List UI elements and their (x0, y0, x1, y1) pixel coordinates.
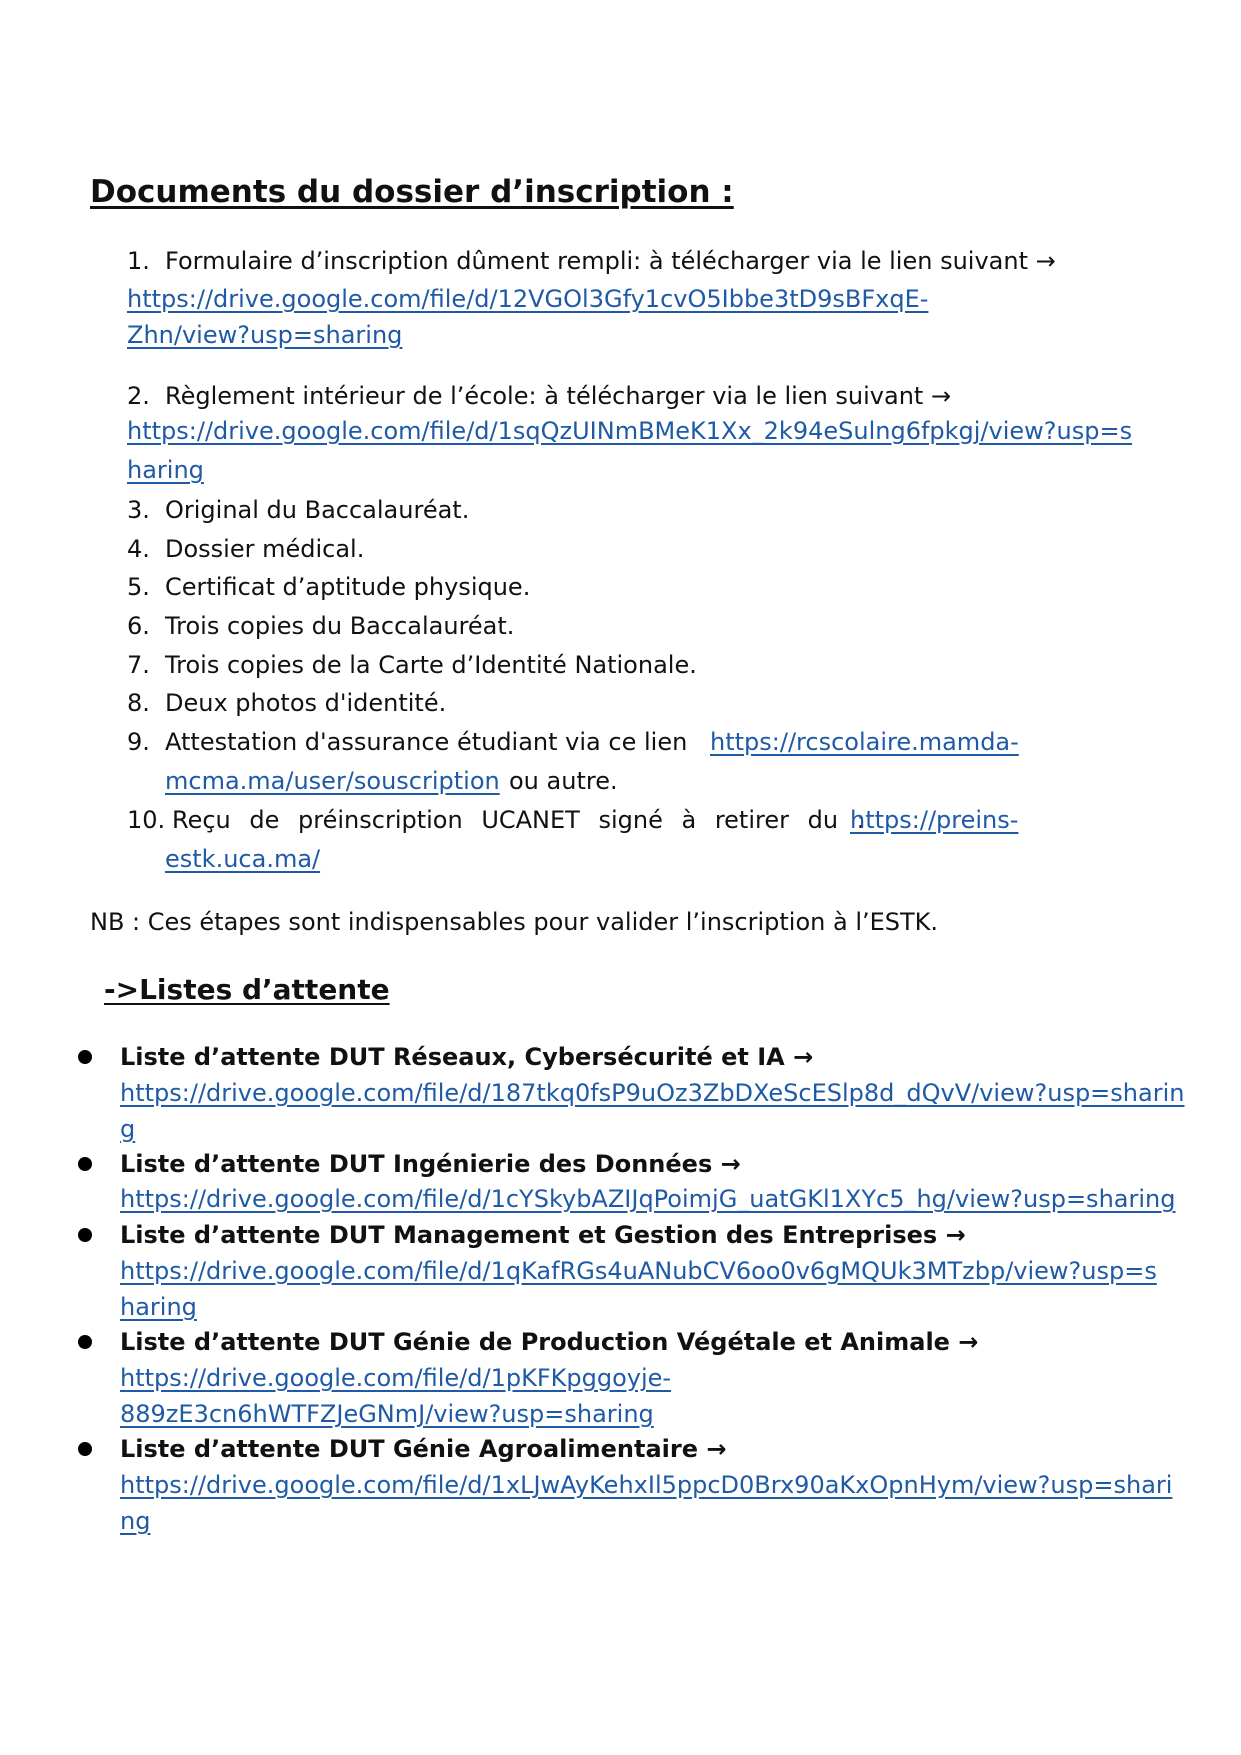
bullet-icon (78, 1050, 92, 1064)
item-text-after-link: ou autre. (509, 767, 618, 795)
waitlist-label: Liste d’attente DUT Ingénierie des Données → (120, 1150, 741, 1178)
waitlist-link[interactable]: https://drive.google.com/file/d/1pKFKpggoyje- (120, 1364, 672, 1392)
waitlist-label: Liste d’attente DUT Génie Agroalimentaire → (120, 1435, 727, 1463)
item-number: 5. (127, 573, 150, 601)
bullet-icon (78, 1335, 92, 1349)
waitlist-label: Liste d’attente DUT Génie de Production Végétale et Animale → (120, 1328, 979, 1356)
item-number: 8. (127, 689, 150, 717)
bullet-icon (78, 1157, 92, 1171)
item-text: Certificat d’aptitude physique. (165, 573, 531, 601)
waitlist-link[interactable]: https://drive.google.com/file/d/187tkq0fsP9uOz3ZbDXeScESlp8d_dQvV/view?usp=sharin (120, 1079, 1185, 1107)
waitlist-heading: ->Listes d’attente (104, 973, 390, 1006)
item-number: 2. (127, 382, 150, 410)
item-text: Reçu de préinscription UCANET signé à retirer du : (172, 806, 865, 834)
item-text: Dossier médical. (165, 535, 365, 563)
item-link-continued[interactable]: estk.uca.ma/ (165, 845, 321, 873)
note-text: NB : Ces étapes sont indispensables pour valider l’inscription à l’ESTK. (90, 908, 939, 936)
item-link[interactable]: https://rcscolaire.mamda- (710, 728, 1019, 756)
waitlist-link-continued[interactable]: g (120, 1115, 136, 1143)
item-number: 3. (127, 496, 150, 524)
item-link[interactable]: https://drive.google.com/file/d/12VGOl3Gfy1cvO5Ibbe3tD9sBFxqE- (127, 285, 929, 313)
item-link[interactable]: https://drive.google.com/file/d/1sqQzUINmBMeK1Xx_2k94eSulng6fpkgj/view?usp=s (127, 417, 1133, 445)
item-text: Formulaire d’inscription dûment rempli: à télécharger via le lien suivant → (165, 247, 1056, 275)
item-text: Trois copies du Baccalauréat. (165, 612, 515, 640)
waitlist-link[interactable]: https://drive.google.com/file/d/1xLJwAyKehxIl5ppcD0Brx90aKxOpnHym/view?usp=shari (120, 1471, 1173, 1499)
item-number: 10. (127, 806, 166, 834)
item-text: Original du Baccalauréat. (165, 496, 470, 524)
waitlist-link-continued[interactable]: ng (120, 1507, 151, 1535)
item-number: 7. (127, 651, 150, 679)
item-link-continued[interactable]: mcma.ma/user/souscription (165, 767, 500, 795)
waitlist-link[interactable]: https://drive.google.com/file/d/1cYSkybAZIJqPoimjG_uatGKl1XYc5_hg/view?usp=sharing (120, 1185, 1176, 1213)
item-text: Deux photos d'identité. (165, 689, 447, 717)
item-text: Règlement intérieur de l’école: à télécharger via le lien suivant → (165, 382, 952, 410)
item-number: 6. (127, 612, 150, 640)
waitlist-label: Liste d’attente DUT Réseaux, Cybersécurité et IA → (120, 1043, 814, 1071)
item-number: 4. (127, 535, 150, 563)
item-link-continued[interactable]: haring (127, 456, 204, 484)
item-number: 1. (127, 247, 150, 275)
bullet-icon (78, 1442, 92, 1456)
item-number: 9. (127, 728, 150, 756)
item-text: Trois copies de la Carte d’Identité Nationale. (165, 651, 697, 679)
bullet-icon (78, 1228, 92, 1242)
waitlist-link[interactable]: https://drive.google.com/file/d/1qKafRGs4uANubCV6oo0v6gMQUk3MTzbp/view?usp=s (120, 1257, 1157, 1285)
waitlist-link-continued[interactable]: haring (120, 1293, 197, 1321)
item-text: Attestation d'assurance étudiant via ce lien (165, 728, 688, 756)
item-link[interactable]: https://preins- (850, 806, 1019, 834)
document-title: Documents du dossier d’inscription : (90, 174, 734, 210)
item-link-continued[interactable]: Zhn/view?usp=sharing (127, 321, 403, 349)
waitlist-label: Liste d’attente DUT Management et Gestion des Entreprises → (120, 1221, 966, 1249)
waitlist-link-continued[interactable]: 889zE3cn6hWTFZJeGNmJ/view?usp=sharing (120, 1400, 654, 1428)
